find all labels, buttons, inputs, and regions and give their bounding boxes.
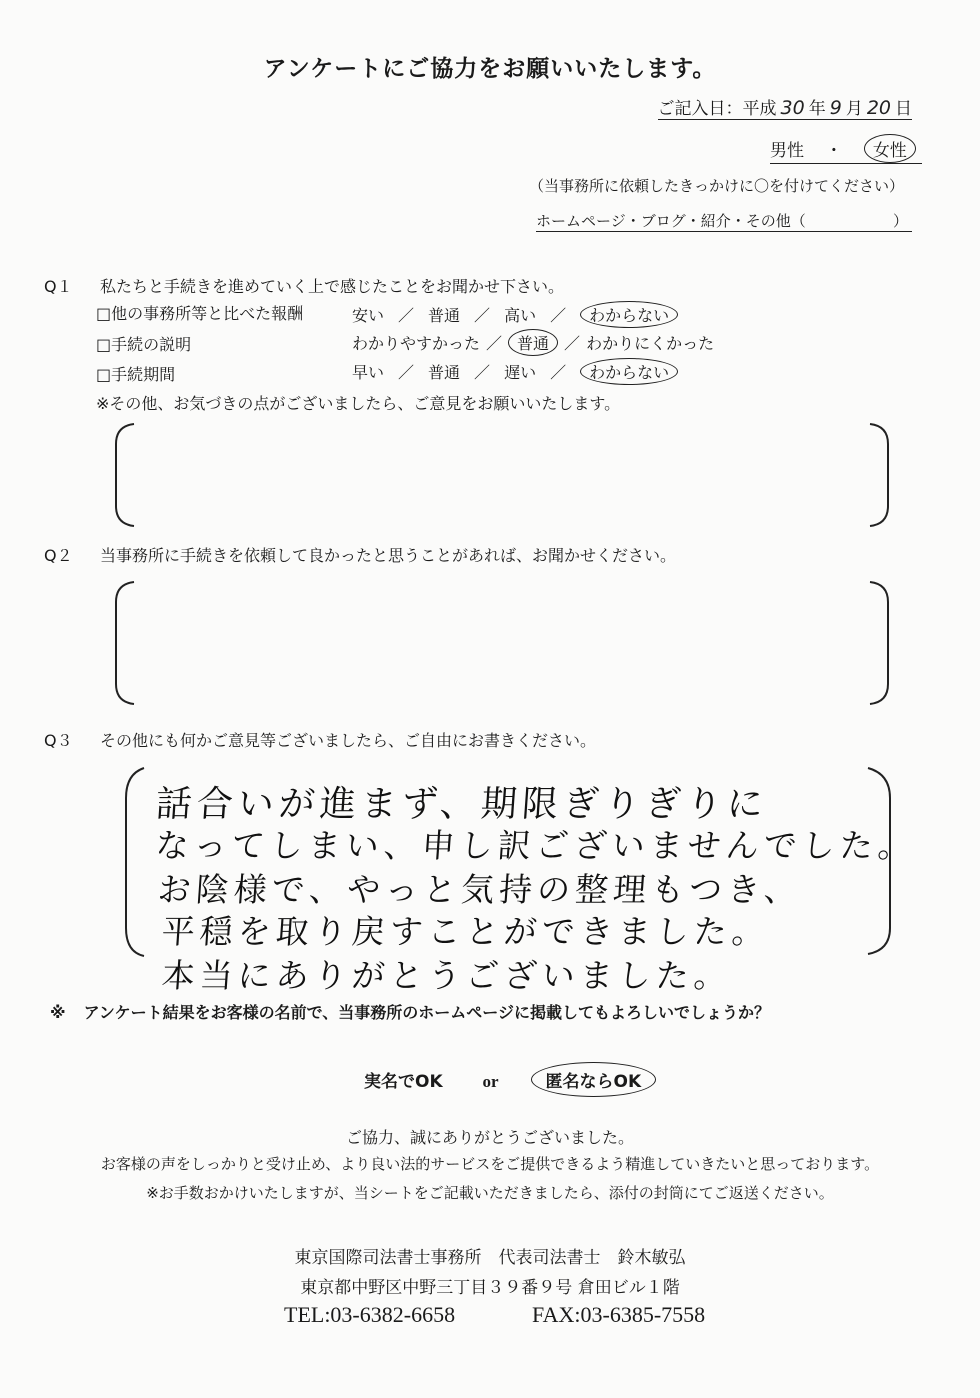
date-day-suffix: 日 [895, 99, 912, 119]
option-normal[interactable]: 普通 [428, 306, 461, 325]
q1-text: 私たちと手続きを進めていく上で感じたことをお聞かせ下さい。 [100, 277, 565, 296]
gender-separator: ・ [825, 141, 843, 161]
office-name: 東京国際司法書士事務所 代表司法書士 鈴木敏弘 [294, 1248, 686, 1268]
q1-question [44, 274, 564, 297]
q1-comment-box[interactable] [112, 420, 892, 530]
q1-row-duration[interactable] [96, 362, 175, 385]
office-address: 東京都中野区中野三丁目３９番９号 倉田ビル１階 [300, 1278, 680, 1298]
option-real-name[interactable]: 実名でOK [364, 1072, 443, 1092]
handwritten-line-1: 話合いが進まず、期限ぎりぎりに [154, 784, 770, 825]
handwritten-line-3: お陰様で、やっと気持の整理もつき、 [156, 870, 804, 909]
office-tel: TEL:03-6382-6658 [284, 1302, 456, 1327]
q1-row-fee-label: □他の事務所等と比べた報酬 [96, 304, 304, 323]
option-fast[interactable]: 早い [352, 363, 385, 382]
q1-row-explanation[interactable] [96, 332, 191, 355]
date-year-suffix: 年 [808, 99, 826, 119]
q1-note: ※その他、お気づきの点がございましたら、ご意見をお願いいたします。 [96, 394, 621, 413]
q2-text: 当事務所に手続きを依頼して良かったと思うことがあれば、お聞かせください。 [100, 546, 677, 565]
return-note: ※お手数おかけいたしますが、当シートをご記載いただきましたら、添付の封筒にてご返送ください。 [146, 1184, 834, 1202]
date-month: 9 [829, 97, 842, 119]
office-fax: FAX:03-6385-7558 [532, 1302, 706, 1327]
handwritten-line-5: 本当にありがとうございました。 [160, 956, 734, 995]
option-slow[interactable]: 遅い [504, 363, 537, 382]
q1-row-duration-label: □手続期間 [96, 365, 176, 384]
option-normal[interactable]: 普通 [428, 363, 461, 382]
referral-hint: （当事務所に依頼したきっかけに〇を付けてください） [528, 177, 904, 195]
publish-or: or [482, 1072, 499, 1091]
q3-question [44, 728, 596, 751]
gender-select[interactable] [770, 134, 922, 164]
date-month-suffix: 月 [845, 99, 863, 119]
q3-text: その他にも何かご意見等ございましたら、ご自由にお書きください。 [100, 731, 597, 750]
q2-question [44, 543, 676, 566]
handwritten-line-2: なってしまい、申し訳ございませんでした。 [154, 826, 918, 865]
referral-options-label[interactable]: ホームページ・ブログ・紹介・その他（ [536, 212, 806, 230]
q1-row-explanation-label: □手続の説明 [96, 335, 192, 354]
q1-row-fee-options[interactable]: 安い ／ 普通 ／ 高い ／ わからない [352, 301, 678, 328]
gender-female-option-selected[interactable]: 女性 [864, 134, 916, 163]
option-unclear[interactable]: わかりにくかった [586, 334, 715, 353]
gender-male-option[interactable]: 男性 [770, 141, 804, 161]
q1-number: Q１ [44, 277, 73, 296]
option-clear[interactable]: わかりやすかった [352, 334, 481, 353]
option-cheap[interactable]: 安い [352, 306, 385, 325]
option-normal-selected[interactable]: 普通 [508, 329, 558, 356]
option-unknown-selected[interactable]: わからない [580, 358, 678, 385]
handwritten-line-4: 平穏を取り戻すことができました。 [160, 912, 772, 951]
entry-date [658, 94, 912, 120]
date-day: 20 [866, 97, 891, 119]
date-year: 30 [780, 97, 805, 119]
q1-row-fee[interactable] [96, 301, 303, 324]
publish-question [50, 1000, 770, 1023]
date-label: ご記入日：平成 [657, 99, 777, 119]
page-title: アンケートにご協力をお願いいたします。 [263, 56, 717, 82]
closing-thanks: ご協力、誠にありがとうございました。 [345, 1128, 634, 1147]
q2-number: Q２ [44, 546, 73, 565]
option-unknown-selected[interactable]: わからない [580, 301, 678, 328]
q3-number: Q３ [44, 731, 73, 750]
referral-options[interactable] [536, 210, 912, 232]
option-anonymous-selected[interactable]: 匿名ならOK [531, 1062, 657, 1097]
publish-question-text: アンケート結果をお客様の名前で、当事務所のホームページに掲載してもよろしいでしょうか？ [83, 1003, 770, 1022]
q1-row-explanation-options[interactable]: わかりやすかった ／ 普通 ／ わかりにくかった [352, 329, 714, 356]
q1-row-duration-options[interactable]: 早い ／ 普通 ／ 遅い ／ わからない [352, 358, 678, 385]
referral-close: ） [892, 212, 908, 230]
option-expensive[interactable]: 高い [504, 306, 537, 325]
q2-comment-box[interactable] [112, 578, 892, 708]
closing-message: お客様の声をしっかりと受け止め、より良い法的サービスをご提供できるよう精進していきたいと思っております。 [100, 1155, 880, 1173]
publish-options[interactable] [364, 1062, 656, 1097]
publish-mark: ※ [50, 1003, 66, 1022]
